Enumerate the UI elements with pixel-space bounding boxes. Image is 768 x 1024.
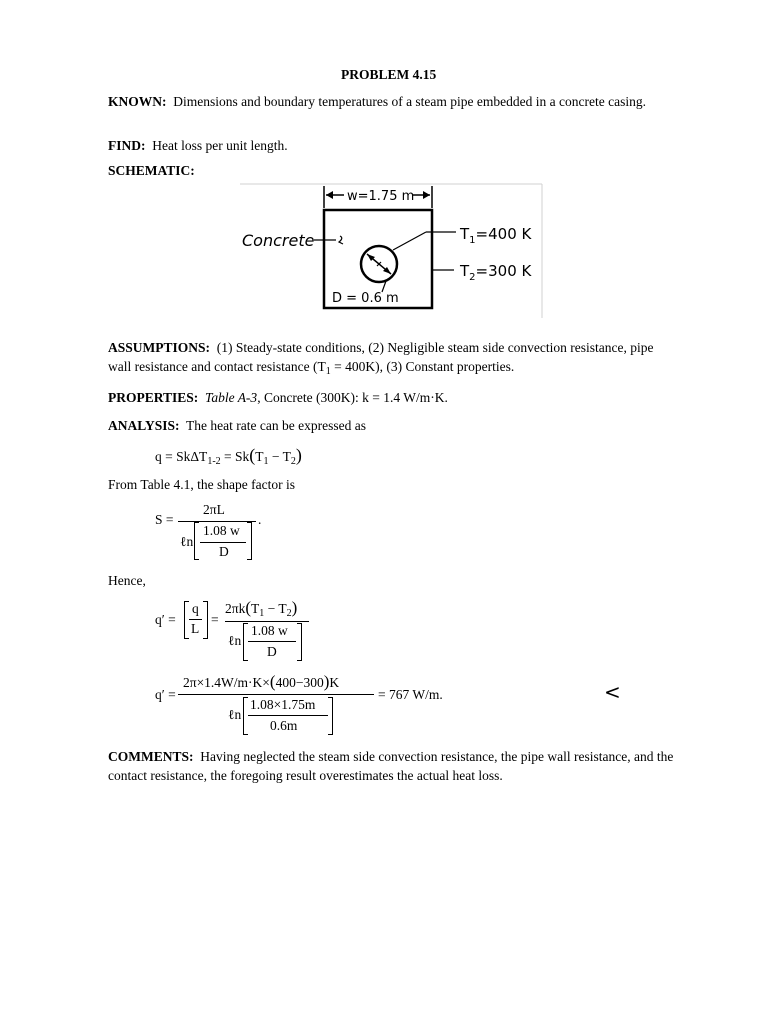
find-section: [108, 136, 668, 155]
eq4-num-paren: 400−300: [275, 675, 324, 690]
eq3-L: L: [191, 621, 200, 636]
properties-table: Table A-3: [205, 390, 258, 405]
eq2-ln: ℓn: [180, 534, 194, 549]
eq4-result: = 767 W/m.: [378, 687, 443, 702]
result-marker: <: [604, 680, 621, 704]
known-section: [108, 92, 668, 111]
eq3-q-bracket-right: [203, 601, 208, 639]
eq2-period: .: [258, 512, 262, 527]
schematic-figure: [236, 182, 546, 322]
eq1-t2-sub: 2: [290, 456, 296, 467]
comments-section: [108, 747, 674, 785]
eq4-num-text: 2π×1.4W/m·K×: [183, 675, 270, 690]
eq2-inner-num: 1.08 w: [203, 523, 240, 538]
eq4-bracket-left: [243, 697, 248, 735]
eq2-inner-den: D: [219, 544, 229, 559]
properties-text: , Concrete (300K): k = 1.4 W/m·K.: [257, 390, 448, 405]
eq1-lhs: q = SkΔT: [155, 449, 208, 464]
properties-label: PROPERTIES:: [108, 390, 199, 405]
eq4-num: 2π×1.4W/m·K×(400−300)K: [183, 672, 340, 691]
analysis-section: [108, 416, 668, 435]
eq2-bracket-left: [194, 522, 199, 560]
t1-label: $T_1=400$ K: [460, 225, 532, 246]
eq3-frac-line: [225, 621, 309, 622]
t2-label: $T_2=300$ K: [460, 262, 532, 283]
eq3-q: q: [192, 601, 199, 616]
assumptions-sub: 1: [325, 366, 331, 377]
analysis-text: The heat rate can be expressed as: [186, 418, 366, 433]
hence-text: Hence,: [108, 573, 146, 588]
eq4-ln: ℓn: [228, 707, 242, 722]
eq4-num-unit: K: [329, 675, 340, 690]
comments-label: COMMENTS:: [108, 749, 194, 764]
eq4-inner-line: [248, 715, 328, 716]
from-table-text: From Table 4.1, the shape factor is: [108, 477, 296, 492]
eq1-minus: − T: [268, 449, 291, 464]
assumptions-text-a: (1) Steady-state conditions, (2) Negligible steam side convection resistance, pipe wall resistance and contact resistance (T: [108, 340, 654, 374]
eq4-inner-num: 1.08×1.75m: [250, 697, 316, 712]
page-title: PROBLEM 4.15: [341, 67, 437, 82]
width-label: w=1.75 m: [347, 189, 415, 204]
eq2-inner-line: [200, 542, 246, 543]
eq3-inner-den: D: [267, 644, 277, 659]
eq3-inner-num: 1.08 w: [251, 623, 288, 638]
assumptions-section: [108, 338, 668, 381]
analysis-label: ANALYSIS:: [108, 418, 180, 433]
eq2-bracket-right: [247, 522, 252, 560]
properties-section: [108, 388, 668, 407]
eq3-inner-line: [248, 641, 296, 642]
eq3-eq: =: [211, 612, 219, 627]
find-label: FIND:: [108, 138, 146, 153]
eq1-t1: T: [255, 449, 264, 464]
eq3-bracket-left: [243, 623, 248, 661]
eq3-q-line: [189, 619, 202, 620]
eq3-bracket-right: [297, 623, 302, 661]
eq3-num: $2\pi k(T_1 - T_2)$: [225, 598, 298, 619]
eq3-ln: ℓn: [228, 633, 242, 648]
eq3-num-text: 2πk: [225, 601, 246, 616]
comments-text: Having neglected the steam side convection resistance, the pipe wall resistance, and the contact resistance, the foregoing result overestimates the actual heat loss.: [108, 749, 674, 783]
eq3-q-bracket-left: [184, 601, 189, 639]
known-text: Dimensions and boundary temperatures of a steam pipe embedded in a concrete casing.: [173, 94, 646, 109]
concrete-label: Concrete: [242, 231, 315, 250]
assumptions-label: ASSUMPTIONS:: [108, 340, 211, 355]
eq1-mid: = Sk: [220, 449, 250, 464]
eq1-sub: 1-2: [207, 456, 221, 467]
eq4-bracket-right: [328, 697, 333, 735]
eq1-t1-sub: 1: [263, 456, 269, 467]
eq4-lhs: q′ =: [155, 687, 176, 702]
equation-heat-rate: $q = Sk\Delta T_{1-2} = Sk(T_1 - T_2)$: [155, 445, 302, 467]
eq2-num: 2πL: [203, 502, 225, 517]
diameter-label: D = 0.6 m: [332, 291, 399, 306]
eq2-frac-line: [178, 521, 256, 522]
find-text: Heat loss per unit length.: [152, 138, 288, 153]
eq4-inner-den: 0.6m: [270, 718, 298, 733]
schematic-label: SCHEMATIC:: [108, 163, 195, 178]
known-label: KNOWN:: [108, 94, 167, 109]
eq3-lhs: q′ =: [155, 612, 176, 627]
assumptions-text-b: = 400K), (3) Constant properties.: [330, 359, 515, 374]
eq2-lhs: S =: [155, 512, 174, 527]
eq4-frac-line: [178, 694, 374, 695]
